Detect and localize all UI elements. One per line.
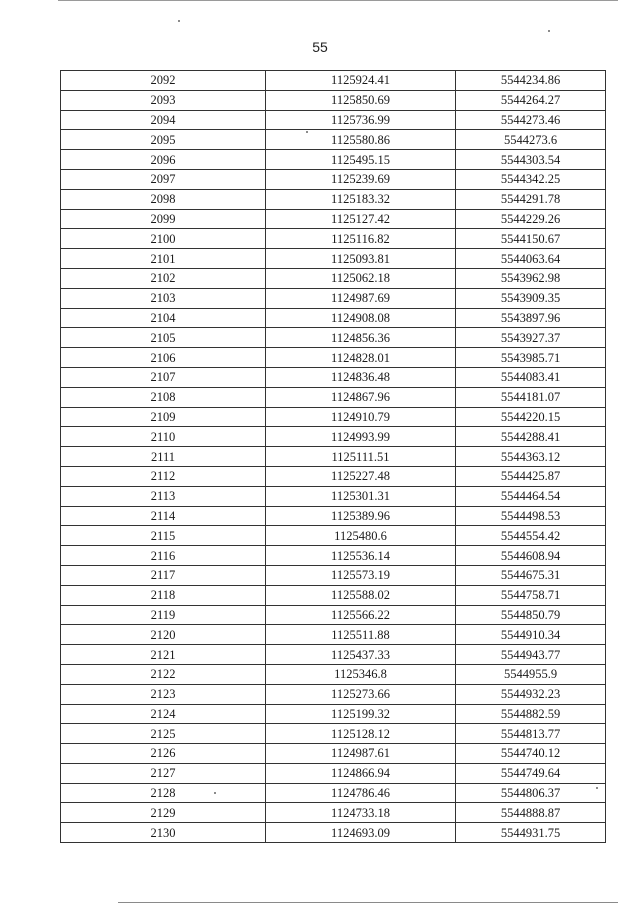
y-coordinate-cell: 5544932.23 [456, 684, 606, 704]
x-coordinate-cell: 1125389.96 [266, 506, 456, 526]
y-coordinate-cell: 5544181.07 [456, 387, 606, 407]
table-row [61, 565, 606, 585]
x-coordinate-cell: 1125511.88 [266, 625, 456, 645]
y-coordinate-cell: 5544273.46 [456, 110, 606, 130]
y-coordinate-cell: 5544291.78 [456, 189, 606, 209]
y-coordinate-cell: 5544303.54 [456, 150, 606, 170]
scan-speck [178, 20, 180, 22]
point-number-cell: 2130 [61, 823, 266, 843]
y-coordinate-cell: 5544220.15 [456, 407, 606, 427]
point-number-cell: 2103 [61, 288, 266, 308]
table-row [61, 704, 606, 724]
y-coordinate-cell: 5544813.77 [456, 724, 606, 744]
x-coordinate-cell: 1125736.99 [266, 110, 456, 130]
x-coordinate-cell: 1124866.94 [266, 763, 456, 783]
y-coordinate-cell: 5544498.53 [456, 506, 606, 526]
x-coordinate-cell: 1124733.18 [266, 803, 456, 823]
point-number-cell: 2120 [61, 625, 266, 645]
point-number-cell: 2095 [61, 130, 266, 150]
table-row [61, 783, 606, 803]
table-row [61, 447, 606, 467]
table-row [61, 110, 606, 130]
y-coordinate-cell: 5544150.67 [456, 229, 606, 249]
point-number-cell: 2125 [61, 724, 266, 744]
table-row [61, 150, 606, 170]
x-coordinate-cell: 1124910.79 [266, 407, 456, 427]
table-row [61, 585, 606, 605]
x-coordinate-cell: 1125183.32 [266, 189, 456, 209]
point-number-cell: 2127 [61, 763, 266, 783]
table-row [61, 506, 606, 526]
point-number-cell: 2116 [61, 546, 266, 566]
y-coordinate-cell: 5544758.71 [456, 585, 606, 605]
x-coordinate-cell: 1125495.15 [266, 150, 456, 170]
point-number-cell: 2098 [61, 189, 266, 209]
page-number: 55 [312, 39, 328, 55]
table-row [61, 466, 606, 486]
table-row [61, 625, 606, 645]
x-coordinate-cell: 1125116.82 [266, 229, 456, 249]
point-number-cell: 2099 [61, 209, 266, 229]
x-coordinate-cell: 1125128.12 [266, 724, 456, 744]
table-row [61, 71, 606, 91]
point-number-cell: 2122 [61, 664, 266, 684]
x-coordinate-cell: 1125437.33 [266, 645, 456, 665]
point-number-cell: 2112 [61, 466, 266, 486]
point-number-cell: 2100 [61, 229, 266, 249]
table-row [61, 367, 606, 387]
y-coordinate-cell: 5544234.86 [456, 71, 606, 91]
table-row [61, 684, 606, 704]
table-row [61, 348, 606, 368]
y-coordinate-cell: 5543897.96 [456, 308, 606, 328]
table-row [61, 664, 606, 684]
y-coordinate-cell: 5544850.79 [456, 605, 606, 625]
point-number-cell: 2124 [61, 704, 266, 724]
table-row [61, 209, 606, 229]
point-number-cell: 2096 [61, 150, 266, 170]
y-coordinate-cell: 5544063.64 [456, 249, 606, 269]
table-row [61, 763, 606, 783]
y-coordinate-cell: 5544554.42 [456, 526, 606, 546]
y-coordinate-cell: 5543909.35 [456, 288, 606, 308]
table-row [61, 724, 606, 744]
x-coordinate-cell: 1125536.14 [266, 546, 456, 566]
point-number-cell: 2128 [61, 783, 266, 803]
y-coordinate-cell: 5544749.64 [456, 763, 606, 783]
point-number-cell: 2129 [61, 803, 266, 823]
point-number-cell: 2094 [61, 110, 266, 130]
y-coordinate-cell: 5544806.37 [456, 783, 606, 803]
x-coordinate-cell: 1124987.69 [266, 288, 456, 308]
y-coordinate-cell: 5544943.77 [456, 645, 606, 665]
table-row [61, 308, 606, 328]
x-coordinate-cell: 1125239.69 [266, 169, 456, 189]
y-coordinate-cell: 5544425.87 [456, 466, 606, 486]
point-number-cell: 2108 [61, 387, 266, 407]
table-row [61, 249, 606, 269]
top-border-line [58, 0, 618, 1]
point-number-cell: 2114 [61, 506, 266, 526]
y-coordinate-cell: 5544273.6 [456, 130, 606, 150]
x-coordinate-cell: 1125566.22 [266, 605, 456, 625]
point-number-cell: 2121 [61, 645, 266, 665]
x-coordinate-cell: 1125199.32 [266, 704, 456, 724]
table-row [61, 803, 606, 823]
x-coordinate-cell: 1125850.69 [266, 90, 456, 110]
y-coordinate-cell: 5544464.54 [456, 486, 606, 506]
point-number-cell: 2123 [61, 684, 266, 704]
x-coordinate-cell: 1125093.81 [266, 249, 456, 269]
table-row [61, 645, 606, 665]
x-coordinate-cell: 1124987.61 [266, 744, 456, 764]
table-row [61, 407, 606, 427]
y-coordinate-cell: 5544888.87 [456, 803, 606, 823]
point-number-cell: 2115 [61, 526, 266, 546]
x-coordinate-cell: 1125111.51 [266, 447, 456, 467]
table-row [61, 546, 606, 566]
scan-speck [548, 30, 550, 32]
y-coordinate-cell: 5544342.25 [456, 169, 606, 189]
x-coordinate-cell: 1125480.6 [266, 526, 456, 546]
table-row [61, 387, 606, 407]
x-coordinate-cell: 1125346.8 [266, 664, 456, 684]
x-coordinate-cell: 1124908.08 [266, 308, 456, 328]
table-row [61, 90, 606, 110]
table-row [61, 130, 606, 150]
point-number-cell: 2107 [61, 367, 266, 387]
x-coordinate-cell: 1125588.02 [266, 585, 456, 605]
x-coordinate-cell: 1125924.41 [266, 71, 456, 91]
point-number-cell: 2118 [61, 585, 266, 605]
y-coordinate-cell: 5544264.27 [456, 90, 606, 110]
y-coordinate-cell: 5544910.34 [456, 625, 606, 645]
point-number-cell: 2093 [61, 90, 266, 110]
y-coordinate-cell: 5543985.71 [456, 348, 606, 368]
y-coordinate-cell: 5544229.26 [456, 209, 606, 229]
table-row [61, 229, 606, 249]
point-number-cell: 2097 [61, 169, 266, 189]
y-coordinate-cell: 5544608.94 [456, 546, 606, 566]
x-coordinate-cell: 1125127.42 [266, 209, 456, 229]
x-coordinate-cell: 1125301.31 [266, 486, 456, 506]
point-number-cell: 2126 [61, 744, 266, 764]
point-number-cell: 2110 [61, 427, 266, 447]
table-row [61, 328, 606, 348]
bottom-border-line [118, 902, 618, 903]
x-coordinate-cell: 1124867.96 [266, 387, 456, 407]
y-coordinate-cell: 5544675.31 [456, 565, 606, 585]
x-coordinate-cell: 1125227.48 [266, 466, 456, 486]
x-coordinate-cell: 1125573.19 [266, 565, 456, 585]
point-number-cell: 2119 [61, 605, 266, 625]
point-number-cell: 2092 [61, 71, 266, 91]
y-coordinate-cell: 5544931.75 [456, 823, 606, 843]
x-coordinate-cell: 1124856.36 [266, 328, 456, 348]
table-row [61, 486, 606, 506]
point-number-cell: 2104 [61, 308, 266, 328]
x-coordinate-cell: 1124836.48 [266, 367, 456, 387]
table-row [61, 189, 606, 209]
table-row [61, 526, 606, 546]
x-coordinate-cell: 1124786.46 [266, 783, 456, 803]
y-coordinate-cell: 5544288.41 [456, 427, 606, 447]
y-coordinate-cell: 5544083.41 [456, 367, 606, 387]
y-coordinate-cell: 5543927.37 [456, 328, 606, 348]
y-coordinate-cell: 5543962.98 [456, 268, 606, 288]
y-coordinate-cell: 5544955.9 [456, 664, 606, 684]
point-number-cell: 2113 [61, 486, 266, 506]
table-row [61, 605, 606, 625]
point-number-cell: 2105 [61, 328, 266, 348]
table-row [61, 288, 606, 308]
y-coordinate-cell: 5544882.59 [456, 704, 606, 724]
table-row [61, 268, 606, 288]
point-number-cell: 2109 [61, 407, 266, 427]
y-coordinate-cell: 5544740.12 [456, 744, 606, 764]
x-coordinate-cell: 1124693.09 [266, 823, 456, 843]
point-number-cell: 2101 [61, 249, 266, 269]
x-coordinate-cell: 1125580.86 [266, 130, 456, 150]
point-number-cell: 2102 [61, 268, 266, 288]
table-row [61, 744, 606, 764]
x-coordinate-cell: 1125062.18 [266, 268, 456, 288]
x-coordinate-cell: 1124993.99 [266, 427, 456, 447]
table-row [61, 169, 606, 189]
table-row [61, 427, 606, 447]
coordinates-table-body [61, 71, 606, 843]
y-coordinate-cell: 5544363.12 [456, 447, 606, 467]
x-coordinate-cell: 1125273.66 [266, 684, 456, 704]
x-coordinate-cell: 1124828.01 [266, 348, 456, 368]
point-number-cell: 2106 [61, 348, 266, 368]
coordinates-table [60, 70, 606, 843]
point-number-cell: 2111 [61, 447, 266, 467]
table-row [61, 823, 606, 843]
point-number-cell: 2117 [61, 565, 266, 585]
